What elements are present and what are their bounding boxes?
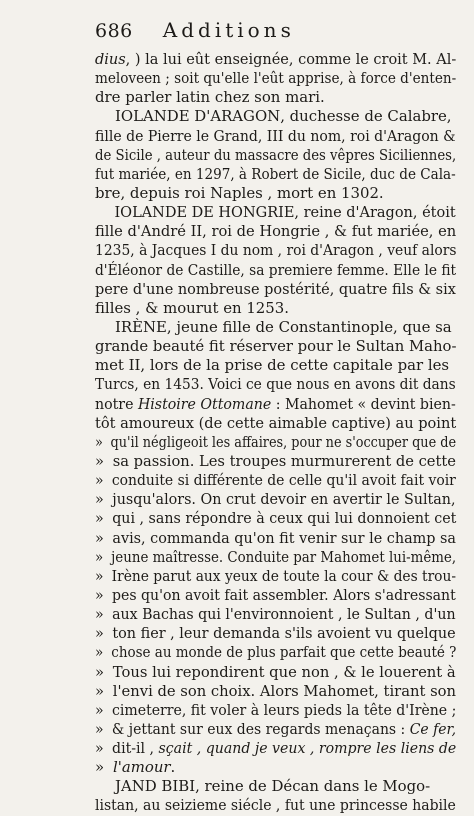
quote-mark: »	[95, 566, 104, 585]
text-line	[95, 528, 457, 548]
text-run: notre	[95, 394, 138, 413]
quote-mark: »	[95, 432, 103, 451]
text-run: , jeune fille de Constantinople, que sa	[166, 317, 452, 336]
text-line	[95, 279, 456, 299]
text-run: de Sicile , auteur du massacre des vêpres Siciliennes,	[95, 145, 457, 164]
quote-mark: »	[95, 509, 104, 528]
text-run: Tous lui repondirent que non , & le louerent à	[112, 662, 456, 681]
text-run: meloveen ; soit qu'elle l'eût apprise, à force d'enten-	[95, 69, 457, 88]
text-run: : Mahomet « devint bien-	[271, 394, 456, 413]
text-run: , reine de Décan dans le Mogo-	[195, 777, 431, 796]
text-run: l'envi de son choix. Alors Mahomet, tirant son	[112, 681, 456, 700]
text-run: bre, depuis roi Naples , mort en 1302.	[95, 183, 384, 202]
text-run: fille d'André II, roi de Hongrie , & fut mariée, en	[95, 222, 457, 241]
text-line	[95, 356, 456, 375]
text-line	[95, 566, 457, 586]
italic-text: sçait , quand je veux , rompre les liens de	[158, 739, 457, 758]
italic-text: Histoire Ottomane	[137, 394, 272, 413]
text-run: conduite si différente de celle qu'il avoit fait voir	[111, 471, 456, 490]
text-run: met II, lors de la prise de cette capitale par les	[95, 356, 450, 375]
text-line	[95, 203, 456, 222]
text-line	[95, 777, 456, 796]
quote-mark: »	[95, 624, 104, 643]
text-run: aux Bachas qui l'environnoient , le Sultan , d'un	[112, 605, 456, 624]
text-run: grande beauté fit réserver pour le Sultan Maho-	[95, 337, 457, 356]
text-line	[95, 451, 456, 471]
text-line	[95, 700, 457, 720]
text-run: .	[170, 758, 176, 777]
text-line	[95, 337, 457, 356]
quote-mark: »	[95, 451, 104, 470]
text-line	[95, 681, 456, 701]
text-line	[95, 145, 457, 165]
quote-mark: »	[95, 719, 104, 738]
text-run: jeune maîtresse. Conduite par Mahomet lui-même,	[111, 547, 457, 566]
page-header	[95, 18, 456, 50]
quote-mark: »	[95, 490, 104, 509]
text-line	[95, 739, 457, 758]
text-line	[95, 662, 456, 682]
text-line	[95, 126, 456, 146]
text-line	[95, 605, 456, 624]
text-run: fille de Pierre le Grand, III du nom, roi d'Aragon &	[95, 126, 456, 145]
page-number: 686	[95, 20, 133, 42]
text-run: fut mariée, en 1297, à Robert de Sicile, duc de Cala-	[95, 164, 456, 183]
text-run: Turcs, en 1453. Voici ce que nous en avons dit dans	[95, 375, 456, 394]
text-run: tôt amoureux (de cette aimable captive) au point	[95, 413, 457, 432]
text-run: 1235, à Jacques I du nom , roi d'Aragon , veuf alors	[95, 241, 457, 260]
text-run: cimeterre, fit voler à leurs pieds la tête d'Irène ;	[112, 700, 457, 719]
entry-heading: IOLANDE D'ARAGON	[115, 107, 281, 126]
text-line	[95, 796, 456, 815]
text-run: dre parler latin chez son mari.	[95, 88, 325, 107]
text-run: , duchesse de Calabre,	[280, 107, 452, 126]
text-line	[95, 413, 457, 433]
italic-text: Ce fer,	[409, 719, 457, 738]
quote-mark: »	[95, 547, 104, 566]
quote-mark: »	[95, 662, 105, 681]
italic-text: l'amour	[113, 758, 171, 777]
text-run: dit-il ,	[112, 739, 159, 758]
text-line	[95, 50, 457, 69]
text-run: & jettant sur eux des regards menaçans :	[111, 719, 410, 738]
text-line	[95, 299, 456, 318]
text-line	[95, 375, 456, 394]
text-run: qu'il négligeoit les affaires, pour ne s'occuper que de	[110, 432, 457, 451]
text-line	[95, 394, 456, 414]
text-line	[95, 643, 457, 662]
quote-mark: »	[95, 643, 104, 662]
text-run: pes qu'on avoit fait assembler. Alors s'adressant	[112, 585, 456, 604]
text-run: ton fier , leur demanda s'ils avoient vu quelque	[112, 624, 456, 643]
text-run: listan, au seizieme siécle , fut une princesse habile	[95, 796, 456, 815]
text-line	[95, 585, 456, 605]
text-line	[95, 490, 456, 509]
quote-mark: »	[95, 681, 105, 700]
text-line	[95, 164, 456, 184]
text-line	[95, 318, 456, 337]
text-run: chose au monde de plus parfait que cette beauté ?	[111, 643, 457, 662]
text-line	[95, 69, 457, 88]
quote-mark: »	[95, 700, 104, 719]
text-run: filles , & mourut en 1253.	[95, 298, 289, 317]
text-run: d'Éléonor de Castille, sa premiere femme. Elle le fit	[95, 260, 457, 279]
text-line	[95, 547, 457, 567]
text-line	[95, 222, 457, 241]
text-line	[95, 509, 457, 528]
body-text	[95, 50, 456, 816]
entry-heading: IOLANDE DE HONGRIE	[114, 203, 295, 222]
text-run: , ) la lui eût enseignée, comme le croit M. Al-	[125, 50, 457, 68]
quote-mark: »	[95, 585, 104, 604]
text-line	[95, 471, 456, 490]
text-line	[95, 719, 457, 739]
text-line	[95, 88, 456, 107]
quote-mark: »	[95, 758, 105, 777]
text-line	[95, 260, 457, 280]
text-line	[95, 107, 456, 126]
entry-heading: JAND BIBI	[115, 777, 196, 796]
quote-mark: »	[95, 605, 104, 624]
quote-mark: »	[95, 471, 104, 490]
italic-text: dius	[95, 50, 126, 68]
quote-mark: »	[95, 528, 104, 547]
text-run: avis, commanda qu'on fit venir sur le champ sa	[112, 528, 457, 547]
running-title: Additions	[162, 18, 295, 42]
text-line	[95, 624, 456, 643]
text-line	[95, 432, 457, 452]
text-line	[95, 241, 457, 260]
text-run: sa passion. Les troupes murmurerent de cette	[112, 451, 456, 470]
text-run: Irène parut aux yeux de toute la cour & des trou-	[111, 566, 457, 585]
text-run: , reine d'Aragon, étoit	[294, 203, 456, 222]
text-run: jusqu'alors. On crut devoir en avertir le Sultan,	[112, 490, 456, 509]
text-run: pere d'une nombreuse postérité, quatre fils & six	[95, 279, 456, 298]
quote-mark: »	[95, 739, 104, 758]
text-line	[95, 184, 456, 203]
text-line	[95, 758, 456, 777]
text-run: qui , sans répondre à ceux qui lui donnoient cet	[112, 509, 457, 528]
entry-heading: IRÈNE	[115, 317, 167, 336]
